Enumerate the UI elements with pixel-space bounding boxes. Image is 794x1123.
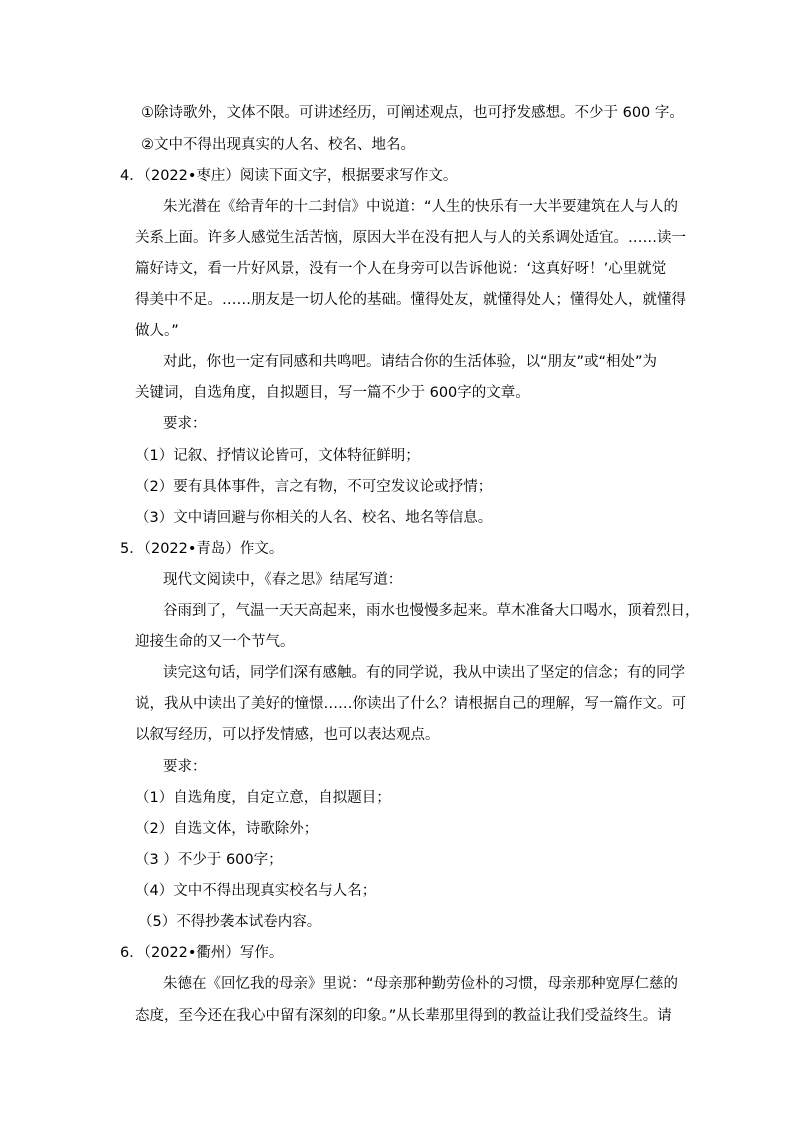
requirement-item: （1）自选角度，自定立意，自拟题目； [135, 790, 391, 806]
requirement-line: ①除诗歌外，文体不限。可讲述经历，可阐述观点，也可抒发感想。不少于 600 字。 [141, 105, 684, 121]
requirement-item: （4）文中不得出现真实校名与人名； [135, 883, 377, 899]
requirements-label: 要求： [163, 416, 207, 432]
requirement-item: （2）自选文体，诗歌除外； [135, 821, 319, 837]
paragraph-line: 说，我从中读出了美好的憧憬……你读出了什么？请根据自己的理解，写一篇作文。可 [135, 696, 686, 712]
paragraph-line: 关键词，自选角度，自拟题目，写一篇不少于 600字的文章。 [135, 385, 530, 401]
paragraph-line: 现代文阅读中，《春之思》结尾写道： [163, 572, 403, 588]
paragraph-line: 读完这句话，同学们深有感触。有的同学说，我从中读出了坚定的信念；有的同学 [163, 665, 685, 681]
requirement-item: （3 ）不少于 600字； [135, 852, 283, 868]
paragraph-line: 做人。” [135, 323, 179, 339]
paragraph-line: 谷雨到了，气温一天天高起来，雨水也慢慢多起来。草木准备大口喝水，顶着烈日， [163, 603, 700, 619]
requirement-item: （3）文中请回避与你相关的人名、校名、地名等信息。 [135, 510, 493, 526]
paragraph-line: 迎接生命的又一个节气。 [135, 634, 295, 650]
question-heading: 6．（2022•衢州）写作。 [120, 945, 284, 961]
paragraph-line: 以叙写经历，可以抒发情感，也可以表达观点。 [135, 727, 440, 743]
paragraph-line: 态度，至今还在我心中留有深刻的印象。”从长辈那里得到的教益让我们受益终生。请 [135, 1008, 672, 1024]
requirements-label: 要求： [163, 759, 207, 775]
paragraph-line: 朱德在《回忆我的母亲》里说：“母亲那种勤劳俭朴的习惯，母亲那种宽厚仁慈的 [163, 976, 679, 992]
paragraph-line: 朱光潜在《给青年的十二封信》中说道：“人生的快乐有一大半要建筑在人与人的 [163, 199, 679, 215]
requirement-line: ②文中不得出现真实的人名、校名、地名。 [141, 137, 415, 153]
paragraph-line: 得美中不足。……朋友是一切人伦的基础。懂得处友，就懂得处人；懂得处人，就懂得 [135, 292, 686, 308]
requirement-item: （5）不得抄袭本试卷内容。 [138, 914, 322, 930]
paragraph-line: 对此，你也一定有同感和共鸣吧。请结合你的生活体验，以“朋友”或“相处”为 [163, 354, 658, 370]
requirement-item: （1）记叙、抒情议论皆可，文体特征鲜明； [135, 448, 420, 464]
question-heading: 5．（2022•青岛）作文。 [120, 541, 284, 557]
requirement-item: （2）要有具体事件，言之有物，不可空发议论或抒情； [135, 479, 493, 495]
question-heading: 4．（2022•枣庄）阅读下面文字，根据要求写作文。 [120, 168, 458, 184]
paragraph-line: 关系上面。许多人感觉生活苦恼，原因大半在没有把人与人的关系调处适宜。……读一 [135, 230, 686, 246]
paragraph-line: 篇好诗文，看一片好风景，没有一个人在身旁可以告诉他说：‘这真好呀！’心里就觉 [135, 261, 667, 277]
